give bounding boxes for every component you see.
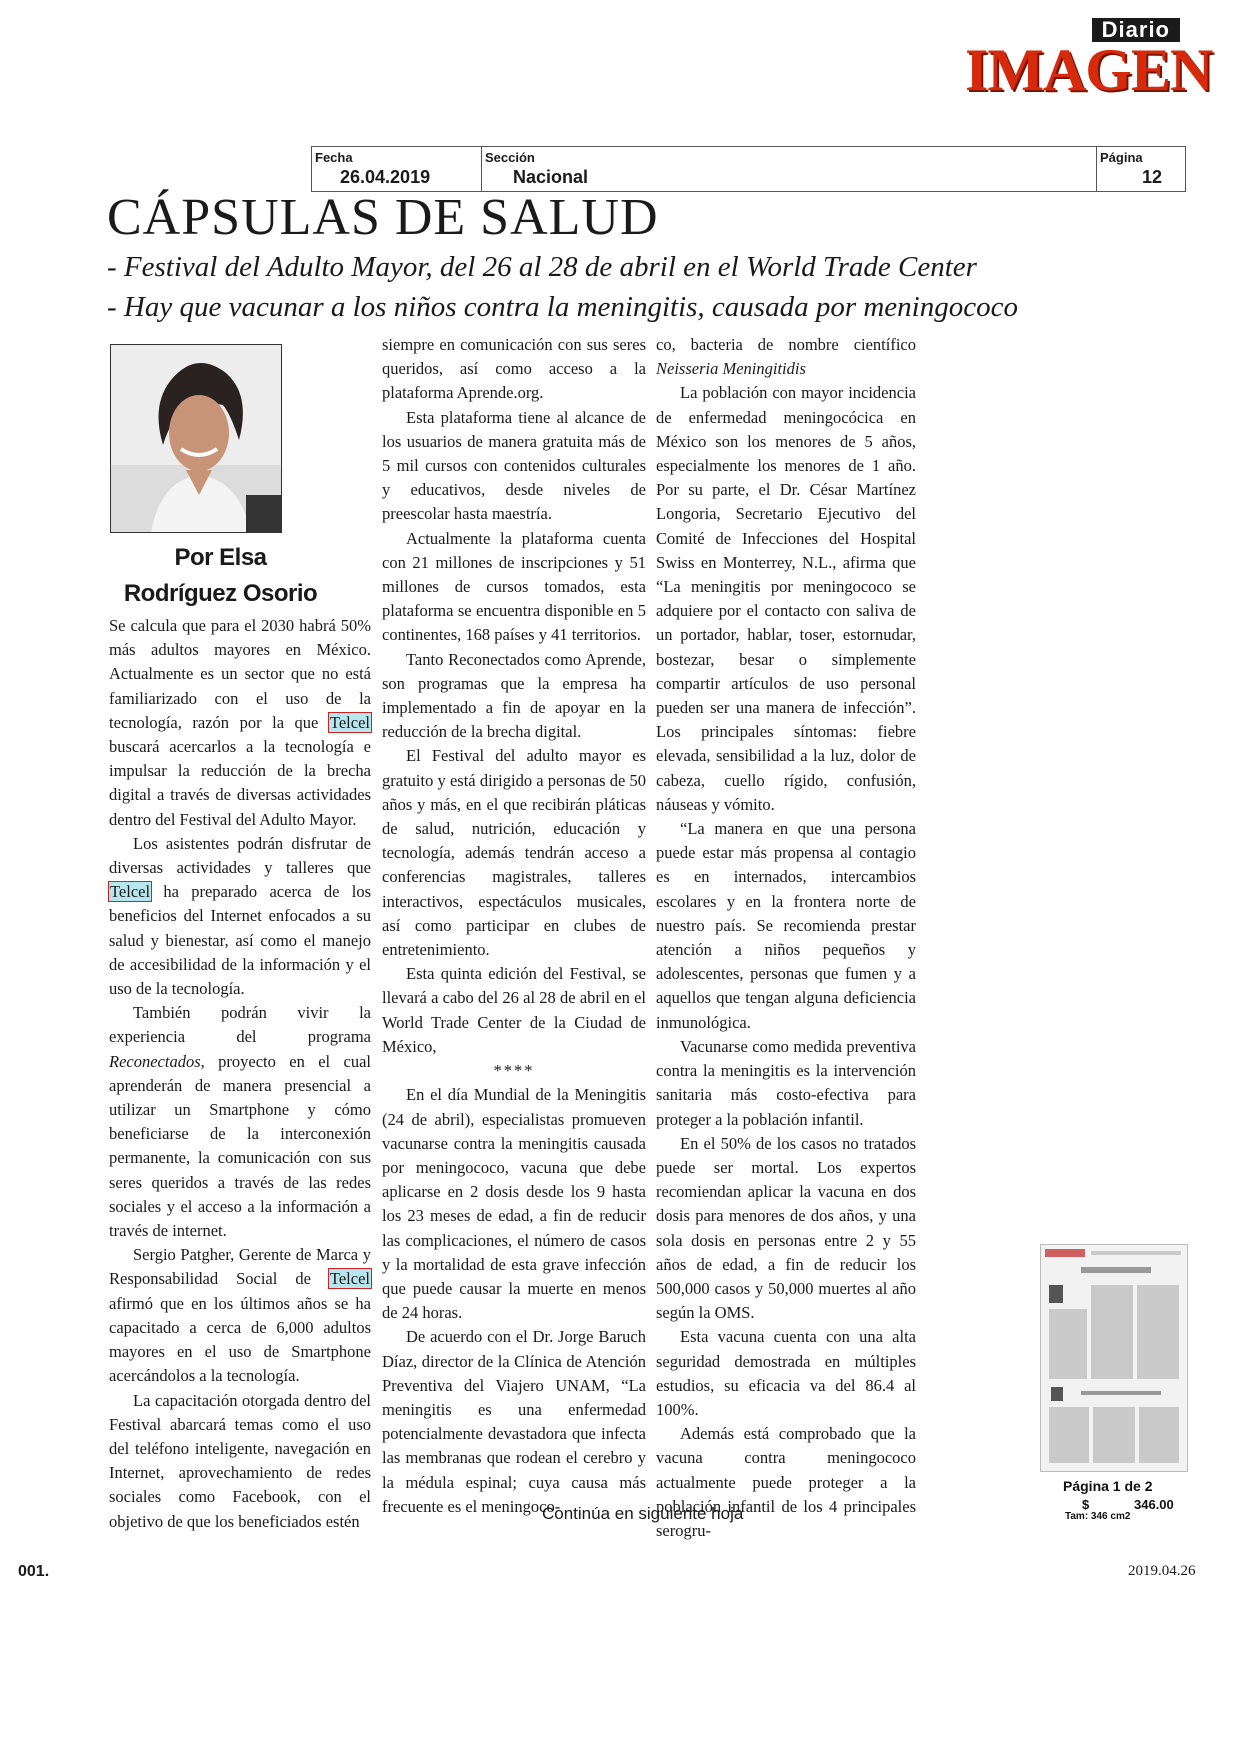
- paragraph: [109, 614, 371, 832]
- paragraph: En el 50% de los casos no tratados puede ser mortal. Los expertos recomiendan aplicar la vacuna en dos dosis para menores de dos años, y una sola dosis en personas entre 2 y 55 años de edad, a fin de reducir los 500,000 casos y 50,000 muertes al año según la OMS.: [656, 1133, 916, 1323]
- text-run: afirmó que en los últimos años se ha capacitado a cerca de 6,000 adultos mayores en el uso de Smartphone acercándolos a la tecnología.: [109, 1293, 371, 1386]
- amount: 346.00: [1134, 1497, 1174, 1512]
- italic-run: Neisseria Meningitidis: [656, 359, 806, 379]
- paragraph: Esta quinta edición del Festival, se llevará a cabo del 26 al 28 de abril en el World Trade Center de la Ciudad de México,: [382, 964, 646, 1056]
- byline-line-1: Por Elsa: [174, 544, 267, 571]
- text-run: buscará acercarlos a la tecnología e impulsar la reducción de la brecha digital a través de diversas actividades dentro del Festival del Adulto Mayor.: [109, 737, 371, 829]
- seccion-label: Sección: [485, 150, 535, 165]
- thumbnail-title: [1081, 1391, 1161, 1395]
- paragraph: De acuerdo con el Dr. Jorge Baruch Díaz, director de la Clínica de Atención Preventiva del Viajero UNAM, “La meningitis es una enfermedad potencialmente devastadora que infecta las membranas que rodean el cerebro y la médula espinal; cuya causa más frecuente es el meningoco-: [382, 1327, 646, 1516]
- text-run: Sergio Patgher, Gerente de Marca y Responsabilidad Social de: [109, 1245, 371, 1289]
- section-separator: ****: [493, 1061, 535, 1081]
- fecha-value: 26.04.2019: [340, 167, 431, 187]
- thumbnail-photo: [1049, 1285, 1063, 1303]
- text-run: Se calcula que para el 2030 habrá 50% más adultos mayores en México. Actualmente es un sector que no está familiarizado con el uso de la tecnología, razón por la que: [109, 616, 371, 732]
- thumbnail-title: [1081, 1267, 1151, 1273]
- article-column-2: [382, 333, 646, 1519]
- text-run: ha preparado acerca de los beneficios del Internet enfocados a su salud y bienestar, así como el manejo de accesibilidad de la información y el uso de la tecnología.: [109, 882, 371, 999]
- telcel-highlight: Telcel: [329, 712, 370, 732]
- paragraph: [109, 1243, 371, 1388]
- dollar-sign: $: [1082, 1497, 1090, 1512]
- telcel-highlight: Telcel: [329, 1269, 370, 1289]
- byline-line-2: Rodríguez Osorio: [123, 580, 318, 607]
- paragraph: La población con mayor incidencia de enfermedad meningocócica en México son los menores de 5 años, especialmente los menores de 1 año. Por su parte, el Dr. César Martínez Longoria, Secretario Ejecutivo del Comité de Infecciones del Hospital Swiss en Monterrey, N.L., afirma que “La meningitis por meningococo se adquiere por el contacto con saliva de un portador, hablar, toser, estornudar, bostezar, besar o simplemente compartir artículos de uso personal pueden ser una manera de infección”. Los principales síntomas: fiebre elevada, sensibilidad a la luz, dolor de cabeza, cuello rígido, confusión, náuseas y vómito.: [656, 383, 916, 814]
- paragraph: La capacitación otorgada dentro del Festival abarcará temas como el uso del teléfono inteligente, navegación en Internet, aprovechamiento de redes sociales como Facebook, con el objetivo de que los beneficiados estén: [109, 1390, 371, 1531]
- paragraph: [109, 832, 371, 1001]
- italic-run: Reconectados: [109, 1051, 201, 1071]
- pagina-value: 12: [1142, 167, 1163, 187]
- paragraph: En el día Mundial de la Meningitis (24 de abril), especialistas promueven vacunarse contra la meningitis causada por meningococo, vacuna que debe aplicarse en 2 dosis desde los 9 hasta los 23 meses de edad, a fin de reducir las complicaciones, el número de casos y la mortalidad de esta grave infección que puede causar la muerte en menos de 24 horas.: [382, 1085, 646, 1323]
- size-note: Tam: 346 cm2: [1065, 1511, 1131, 1522]
- paragraph: El Festival del adulto mayor es gratuito y está dirigido a personas de 50 años y más, en el que recibirán pláticas de salud, nutrición, educación y tecnología, además tendrán acceso a conferencias magistrales, talleres interactivos, espectáculos musicales, así como participar en clubes de entretenimiento.: [382, 746, 646, 960]
- article-column-3: [656, 333, 916, 1543]
- article-subtitle-1: - Festival del Adulto Mayor, del 26 al 28 de abril en el World Trade Center: [107, 251, 977, 283]
- thumbnail-header: [1045, 1249, 1085, 1257]
- seccion-cell: [482, 147, 1097, 191]
- paragraph: “La manera en que una persona puede estar más propensa al contagio es en internados, intercambios escolares y en la frontera norte de nuestro país. Se recomienda prestar atención a niños pequeños y adolescentes, personas que fumen y a aquellos que tengan alguna deficiencia inmunológica.: [656, 819, 916, 1032]
- pagina-label: Página: [1100, 150, 1143, 165]
- text-run: Los asistentes podrán disfrutar de diversas actividades y talleres que: [109, 833, 371, 878]
- thumbnail-column: [1049, 1407, 1089, 1463]
- thumbnail-column: [1139, 1407, 1179, 1463]
- paragraph: Esta plataforma tiene al alcance de los usuarios de manera gratuita más de 5 mil cursos con contenidos culturales y educativos, desde niveles de preescolar hasta maestría.: [382, 407, 646, 524]
- page-count: Página 1 de 2: [1063, 1478, 1153, 1494]
- telcel-highlight: Telcel: [110, 882, 151, 902]
- thumbnail-line: [1091, 1251, 1181, 1255]
- footer-date: 2019.04.26: [1128, 1563, 1196, 1579]
- article-column-1: [109, 614, 371, 1534]
- paragraph: Tanto Reconectados como Aprende, son programas que la empresa ha implementado a fin de apoyar en la reducción de la brecha digital.: [382, 649, 646, 742]
- thumbnail-column: [1137, 1285, 1179, 1379]
- thumbnail-photo: [1051, 1387, 1063, 1401]
- logo-diario: Diario: [1092, 18, 1180, 42]
- paragraph: Esta vacuna cuenta con una alta seguridad demostrada en múltiples estudios, su eficacia va del 86.4 al 100%.: [656, 1327, 916, 1419]
- clipping-info-table: [311, 146, 1186, 192]
- fecha-label: Fecha: [315, 150, 353, 165]
- thumbnail-column: [1091, 1285, 1133, 1379]
- paragraph: [656, 333, 916, 381]
- continue-note: Continúa en siguiente hoja: [542, 1504, 744, 1523]
- article-title: CÁPSULAS DE SALUD: [107, 189, 659, 246]
- article-subtitle-2: - Hay que vacunar a los niños contra la meningitis, causada por meningococo: [107, 291, 1018, 323]
- byline: [108, 540, 333, 612]
- thumbnail-column: [1093, 1407, 1135, 1463]
- clip-code: 001.: [18, 1563, 50, 1580]
- thumbnail-column: [1049, 1309, 1087, 1379]
- pagina-cell: [1097, 147, 1185, 191]
- paragraph: Actualmente la plataforma cuenta con 21 millones de inscripciones y 51 millones de cursos tomados, esta plataforma se encuentra disponible en 5 continentes, 168 países y 41 territorios.: [382, 528, 646, 645]
- page-thumbnail[interactable]: [1040, 1244, 1188, 1472]
- text-run: , proyecto en el cual aprenderán de manera presencial a utilizar un Smartphone y cómo beneficiarse de la interconexión permanente, la comunicación con sus seres queridos a través de las redes sociales y el acceso a la información a través de internet.: [109, 1051, 371, 1241]
- newspaper-logo: [965, 17, 1225, 103]
- author-photo: [110, 344, 282, 533]
- paragraph: Vacunarse como medida preventiva contra la meningitis es la intervención sanitaria más costo-efectiva para proteger a la población infantil.: [656, 1036, 916, 1129]
- logo-imagen: IMAGEN: [965, 37, 1213, 103]
- seccion-value: Nacional: [513, 167, 589, 187]
- fecha-cell: [312, 147, 482, 191]
- paragraph: siempre en comunicación con sus seres queridos, así como acceso a la plataforma Aprende.org.: [382, 335, 646, 403]
- text-run: co, bacteria de nombre científico: [656, 335, 916, 354]
- paragraph: Además está comprobado que la vacuna contra meningococo actualmente puede proteger a la población infantil de los 4 principales serogru-: [656, 1424, 916, 1540]
- paragraph: [109, 1001, 371, 1243]
- text-run: También podrán vivir la experiencia del programa: [109, 1003, 371, 1047]
